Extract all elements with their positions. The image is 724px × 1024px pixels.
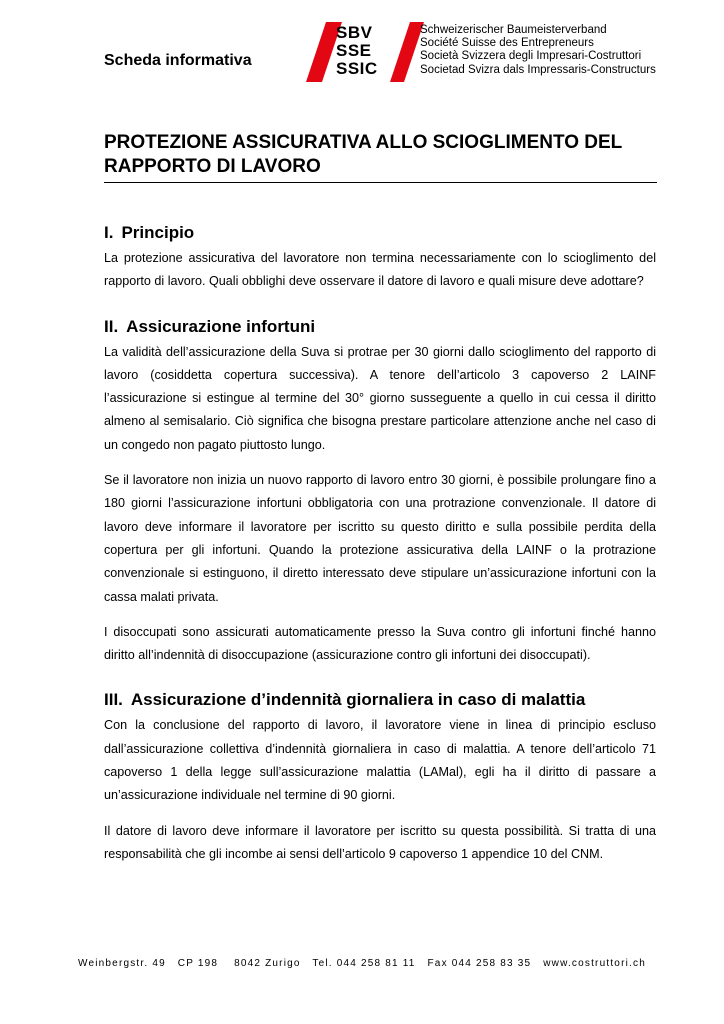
paragraph: I disoccupati sono assicurati automaticamente presso la Suva contro gli infortuni finché hanno diritto all’indennità di disoccupazione (assicurazione contro gli infortuni dei disoccupati).	[104, 624, 656, 663]
paragraph: Se il lavoratore non inizia un nuovo rapporto di lavoro entro 30 giorni, è possibile prolungare fino a 180 giorni l’assicurazione infortuni obbligatoria con una protrazione convenzionale. Il datore di lavoro deve informare il lavoratore per iscritto su questo diritto e sulla possibile perdita della copertura per gli infortuni. Quando la protezione assicurativa della LAINF o la protrazione convenzionale si estinguono, il diretto interessato deve stipulare un’assicurazione infortuni con la cassa malati privata.	[104, 473, 656, 604]
logo-abbr-ssic: SSIC	[336, 59, 378, 78]
paragraph: Il datore di lavoro deve informare il lavoratore per iscritto su questa possibilità. Si tratta di una responsabilità che gli incombe ai sensi dell’articolo 9 capoverso 1 appendice 10 del CNM.	[104, 823, 656, 861]
footer-contact-info: Weinbergstr. 49 CP 198 8042 Zurigo Tel. 044 258 81 11 Fax 044 258 83 35 www.costruttori.ch	[78, 958, 646, 969]
paragraph: Con la conclusione del rapporto di lavoro, il lavoratore viene in linea di principio escluso dall’assicurazione collettiva d’indennità giornaliera in caso di malattia. A tenore dell’articolo 71 capoverso 1 della legge sull’assicurazione malattia (LAMal), egli ha il diritto di passare a un’assicurazione individuale nel termine di 90 giorni.	[104, 718, 656, 803]
logo-name-de: Schweizerischer Baumeisterverband	[420, 24, 607, 36]
logo-abbr-sse: SSE	[336, 41, 372, 60]
section-indennita-giornaliera	[104, 689, 656, 866]
logo-name-it: Società Svizzera degli Impresari-Costruttori	[420, 50, 642, 63]
section-principio	[104, 222, 656, 294]
section-number: III.	[104, 690, 123, 710]
section-number: II.	[104, 316, 119, 336]
ssic-logo	[306, 22, 666, 84]
paragraph: La protezione assicurativa del lavoratore non termina necessariamente con lo scioglimento del rapporto di lavoro. Quali obblighi deve osservare il datore di lavoro e quali misure deve adottare?	[104, 251, 656, 289]
logo-name-rm: Societad Svizra dals Impressaris-Constructurs	[420, 63, 656, 76]
section-title: Assicurazione d’indennità giornaliera in caso di malattia	[130, 690, 586, 710]
logo-abbr-sbv: SBV	[336, 23, 373, 42]
section-heading	[104, 689, 656, 711]
section-heading	[104, 222, 656, 244]
document-title: PROTEZIONE ASSICURATIVA ALLO SCIOGLIMENTO DEL RAPPORTO DI LAVORO	[104, 132, 622, 177]
document-type-label: Scheda informativa	[104, 52, 252, 69]
document-body	[104, 222, 656, 888]
section-title: Assicurazione infortuni	[126, 316, 316, 336]
title-divider	[104, 182, 657, 183]
section-title: Principio	[121, 223, 195, 242]
section-assicurazione-infortuni	[104, 316, 656, 668]
section-number: I.	[104, 223, 114, 242]
section-heading	[104, 316, 656, 338]
logo-abbreviations	[336, 24, 416, 78]
logo-name-fr: Société Suisse des Entrepreneurs	[420, 37, 594, 50]
logo-association-names	[420, 24, 656, 77]
paragraph: La validità dell’assicurazione della Suva si protrae per 30 giorni dallo scioglimento del rapporto di lavoro (cosiddetta copertura successiva). A tenore dell’articolo 3 capoverso 2 LAINF l’assicurazione si estingue al termine del 30° giorno susseguente a quello in cui cessa il diritto almeno al semisalario. Ciò significa che bisogna prestare particolare attenzione anche nel caso di un congedo non pagato piuttosto lungo.	[104, 344, 656, 452]
